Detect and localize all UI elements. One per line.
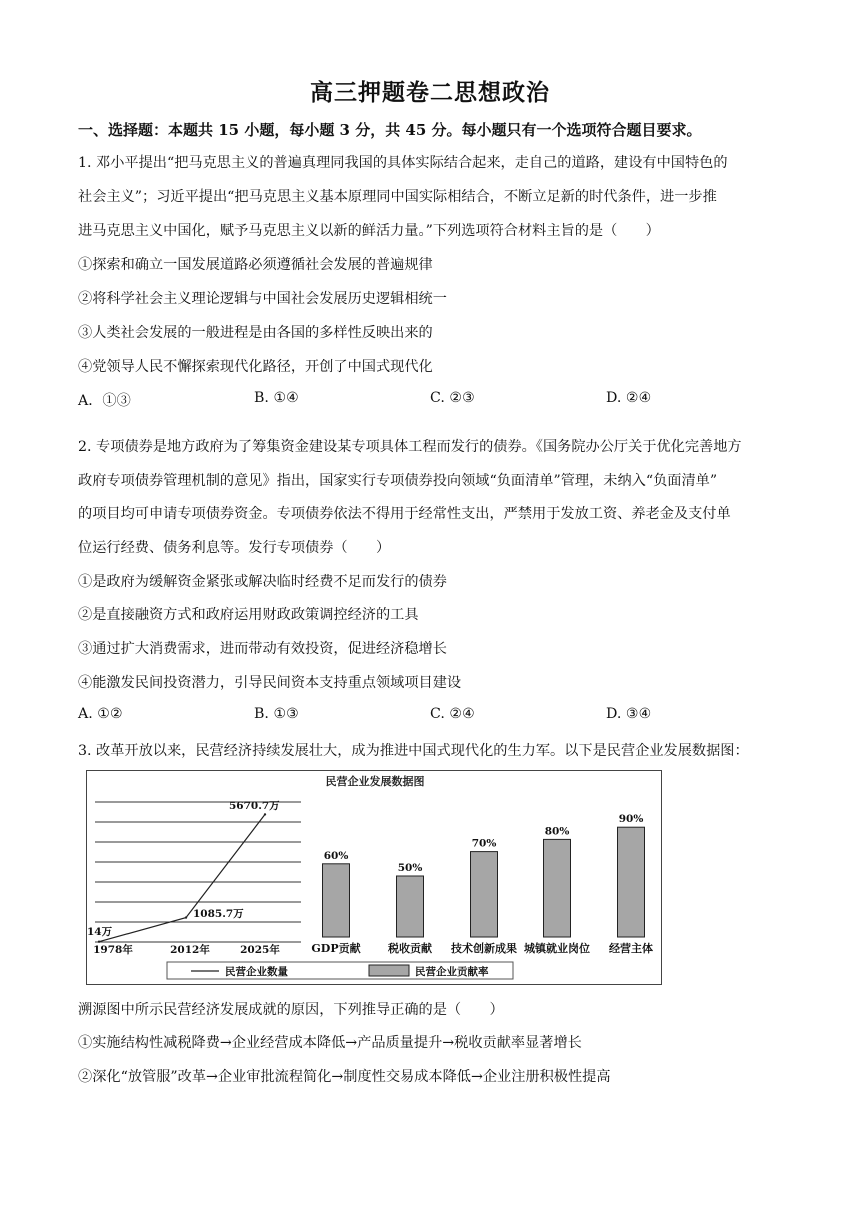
bar-category-label: 城镇就业岗位 <box>524 942 590 955</box>
q2-option-c[interactable]: C. ②④ <box>430 706 475 722</box>
chart-figure <box>86 770 662 985</box>
line-data-label: 5670.7万 <box>229 800 280 812</box>
q1-stem-line: 进马克思主义中国化，赋予马克思主义以新的鲜活力量。”下列选项符合材料主旨的是（ ） <box>78 223 660 239</box>
series-line-qiye-shuliang <box>99 814 265 941</box>
page-title: 高三押题卷二思想政治 <box>310 79 550 106</box>
bar-category-label: 税收贡献 <box>388 942 432 955</box>
q2-stem-line: 位运行经费、债务利息等。发行专项债券（ ） <box>78 540 391 556</box>
legend-label: 民营企业数量 <box>225 966 288 978</box>
x-tick-label: 1978年 <box>93 944 133 956</box>
line-data-label: 14万 <box>87 926 113 938</box>
q2-option-d[interactable]: D. ③④ <box>606 706 652 722</box>
line-point <box>98 941 100 943</box>
q1-item: ③人类社会发展的一般进程是由各国的多样性反映出来的 <box>78 325 433 341</box>
q2-stem-line: 的项目均可申请专项债券资金。专项债券依法不得用于经常性支出，严禁用于发放工资、养老金及支付单 <box>78 506 731 522</box>
bar-category-label: 技术创新成果 <box>451 942 517 955</box>
q3-question: 溯源图中所示民营经济发展成就的原因，下列推导正确的是（ ） <box>78 1002 504 1018</box>
q1-option-c[interactable]: C. ②③ <box>430 390 475 406</box>
q1-option-b[interactable]: B. ①④ <box>254 390 299 406</box>
q1-option-a[interactable]: A．①③ <box>78 393 131 409</box>
legend-label: 民营企业贡献率 <box>415 966 489 978</box>
bar <box>471 852 498 937</box>
q2-option-a[interactable]: A. ①② <box>78 706 123 722</box>
bar-category-label: GDP贡献 <box>311 942 361 955</box>
q2-item: ②是直接融资方式和政府运用财政政策调控经济的工具 <box>78 607 419 623</box>
q3-item: ②深化“放管服”改革→企业审批流程简化→制度性交易成本降低→企业注册积极性提高 <box>78 1069 611 1085</box>
line-point <box>185 916 187 918</box>
q2-stem-line: 政府专项债券管理机制的意见》指出，国家实行专项债券投向领域“负面清单”管理，未纳入“负面清单” <box>78 473 718 489</box>
x-tick-label: 2012年 <box>170 944 210 956</box>
legend-bar-swatch <box>369 965 409 976</box>
q1-stem-line: 社会主义”；习近平提出“把马克思主义基本原理同中国实际相结合，不断立足新的时代条件，进一步推 <box>78 189 717 205</box>
bar <box>618 827 645 937</box>
chart-svg <box>87 771 661 984</box>
q2-option-b[interactable]: B. ①③ <box>254 706 299 722</box>
bar <box>544 839 571 937</box>
q2-stem-line: 2. 专项债券是地方政府为了筹集资金建设某专项具体工程而发行的债券。《国务院办公厅关于优化完善地方 <box>78 439 742 455</box>
bar-data-label: 70% <box>471 837 497 850</box>
q3-item: ①实施结构性减税降费→企业经营成本降低→产品质量提升→税收贡献率显著增长 <box>78 1035 582 1051</box>
line-point <box>264 813 266 815</box>
q3-stem: 3. 改革开放以来，民营经济持续发展壮大，成为推进中国式现代化的生力军。以下是民营企业发展数据图： <box>78 743 749 759</box>
q2-item: ③通过扩大消费需求，进而带动有效投资，促进经济稳增长 <box>78 641 447 657</box>
bar-data-label: 90% <box>618 813 644 826</box>
chart-title: 民营企业发展数据图 <box>325 775 425 788</box>
q2-item: ④能激发民间投资潜力，引导民间资本支持重点领域项目建设 <box>78 675 462 691</box>
q1-option-d[interactable]: D. ②④ <box>606 390 652 406</box>
q1-stem-line: 1. 邓小平提出“把马克思主义的普遍真理同我国的具体实际结合起来，走自己的道路，建设有中国特色的 <box>78 155 728 171</box>
bar <box>397 876 424 937</box>
x-tick-label: 2025年 <box>240 944 280 956</box>
bar-data-label: 50% <box>397 862 423 874</box>
bar <box>323 864 350 937</box>
q1-item: ②将科学社会主义理论逻辑与中国社会发展历史逻辑相统一 <box>78 291 447 307</box>
line-data-label: 1085.7万 <box>193 908 244 920</box>
q1-item: ④党领导人民不懈探索现代化路径，开创了中国式现代化 <box>78 359 433 375</box>
bar-data-label: 80% <box>544 825 570 838</box>
q2-item: ①是政府为缓解资金紧张或解决临时经费不足而发行的债券 <box>78 574 447 590</box>
bar-data-label: 60% <box>323 849 349 862</box>
bar-category-label: 经营主体 <box>609 942 653 955</box>
q1-item: ①探索和确立一国发展道路必须遵循社会发展的普遍规律 <box>78 257 433 273</box>
section-heading: 一、选择题：本题共 15 小题，每小题 3 分，共 45 分。每小题只有一个选项符合题目要求。 <box>78 121 702 139</box>
